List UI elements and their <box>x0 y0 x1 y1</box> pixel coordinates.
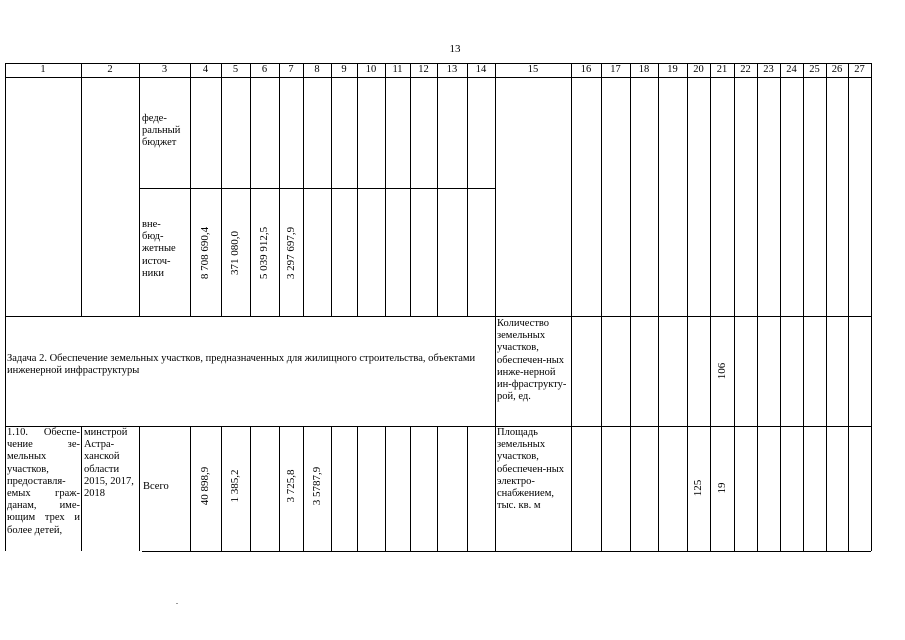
column-header: 6 <box>261 64 268 75</box>
col-border <box>710 63 711 551</box>
col-border <box>357 63 358 316</box>
row-divider-task2-top <box>5 316 871 317</box>
column-header: 23 <box>763 64 774 75</box>
col-border <box>385 426 386 551</box>
value-cell: 371 080,0 <box>229 231 241 275</box>
column-header: 3 <box>161 64 168 75</box>
column-header: 16 <box>580 64 592 75</box>
column-header: 21 <box>716 64 728 75</box>
column-header: 4 <box>202 64 209 75</box>
value-cell: 40 898,9 <box>199 466 211 506</box>
row-1-10-executor: минстрой Астра-ханской области 2015, 2017, 2018 <box>84 427 134 500</box>
page-number: 13 <box>449 43 461 55</box>
table-right-border <box>871 63 872 551</box>
col-border <box>221 63 222 316</box>
column-header: 7 <box>288 64 294 75</box>
col-border <box>437 63 438 316</box>
value-cell: 1 385,2 <box>229 469 241 503</box>
col-border <box>734 63 735 551</box>
column-header: 1 <box>40 64 46 75</box>
col-border <box>81 426 82 551</box>
source-extrabudgetary: вне- бюд- жетные источ- ники <box>142 219 176 279</box>
scan-speck <box>176 603 178 604</box>
value-cell: 3 5787,9 <box>311 466 323 506</box>
row-1-10-col21-value: 19 <box>716 482 728 494</box>
column-header: 9 <box>341 64 347 75</box>
column-header: 15 <box>527 64 539 75</box>
column-header: 8 <box>314 64 320 75</box>
row-1-10-indicator: Площадь земельных участков, обеспечен-ных электро-снабжением, тыс. кв. м <box>497 427 565 512</box>
value-cell: 8 708 690,4 <box>199 226 211 280</box>
col-border <box>190 63 191 316</box>
col-border <box>410 63 411 316</box>
subrow-divider <box>139 188 495 189</box>
col-border <box>780 63 781 551</box>
col-border <box>848 63 849 551</box>
column-header: 19 <box>667 64 678 75</box>
column-header: 24 <box>786 64 797 75</box>
col-border <box>687 63 688 551</box>
program-table <box>5 63 871 553</box>
row-1-10-source-total: Всего <box>143 481 169 492</box>
col-border <box>221 426 222 551</box>
column-header: 11 <box>392 64 403 75</box>
column-header: 18 <box>638 64 650 75</box>
col-border <box>279 63 280 316</box>
table-left-border <box>5 63 6 551</box>
col-border <box>303 63 304 316</box>
header-bottom-border <box>5 77 871 78</box>
value-cell: 5 039 912,5 <box>258 226 270 280</box>
col-border <box>601 63 602 551</box>
column-header: 14 <box>475 64 487 75</box>
col-border <box>571 63 572 551</box>
column-header: 10 <box>365 64 377 75</box>
col-border <box>139 426 140 551</box>
col-border <box>303 426 304 551</box>
column-header: 27 <box>854 64 865 75</box>
col-border <box>630 63 631 551</box>
col-border <box>357 426 358 551</box>
col-border <box>467 63 468 316</box>
col-border <box>279 426 280 551</box>
col-border <box>331 426 332 551</box>
task2-title: Задача 2. Обеспечение земельных участков, предназначенных для жилищного строительства, объектами инженерной инфраструктуры <box>7 353 476 377</box>
column-header: 17 <box>610 64 621 75</box>
col-border <box>467 426 468 551</box>
table-bottom-border <box>142 551 871 552</box>
column-header: 20 <box>693 64 704 75</box>
col-border <box>250 426 251 551</box>
column-header: 5 <box>232 64 239 75</box>
col-border <box>410 426 411 551</box>
col-border <box>81 63 82 316</box>
col-border <box>437 426 438 551</box>
column-header: 25 <box>809 64 820 75</box>
task2-col21-value: 106 <box>716 362 728 380</box>
value-cell: 3 297 697,9 <box>285 226 297 280</box>
task2-indicator: Количество земельных участков, обеспечен-ных инже-нерной ин-фраструкту-рой, ед. <box>497 318 567 403</box>
column-header: 13 <box>446 64 458 75</box>
column-header: 2 <box>107 64 113 75</box>
col-border <box>331 63 332 316</box>
column-header: 26 <box>831 64 843 75</box>
column-header: 22 <box>740 64 751 75</box>
source-federal-budget: феде- ральный бюджет <box>142 113 181 149</box>
column-header: 12 <box>418 64 429 75</box>
col-border <box>826 63 827 551</box>
col-border <box>495 63 496 551</box>
row-1-10-col20-value: 125 <box>692 479 704 497</box>
col-border <box>139 63 140 316</box>
col-border <box>385 63 386 316</box>
col-border <box>803 63 804 551</box>
col-border <box>250 63 251 316</box>
value-cell: 3 725,8 <box>285 469 297 503</box>
col-border <box>658 63 659 551</box>
col-border <box>190 426 191 551</box>
col-border <box>757 63 758 551</box>
row-1-10-name: 1.10. Обеспе-чение зе-мельных участков, предоставля-емых граж-данам, име-ющим трех и более детей, <box>7 427 80 536</box>
